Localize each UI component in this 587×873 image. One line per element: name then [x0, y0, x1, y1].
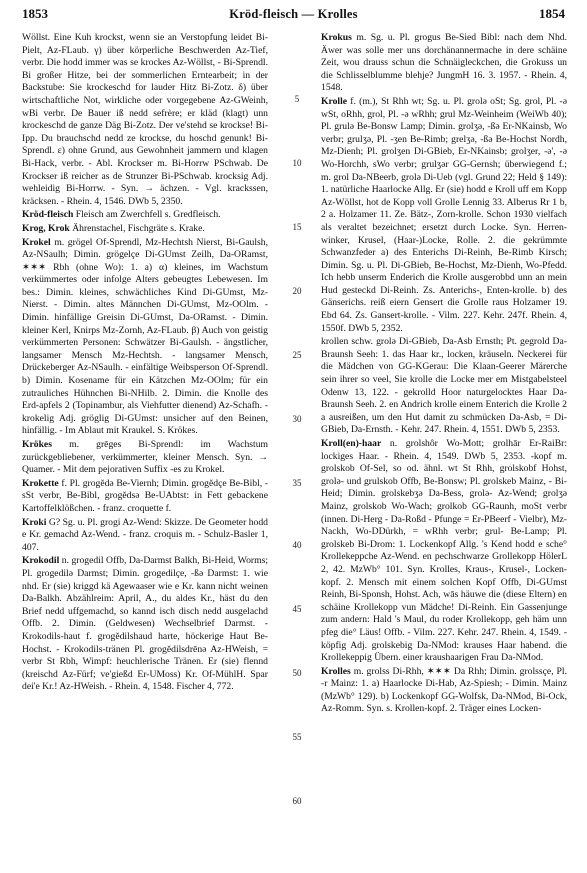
- dictionary-entry: Wöllst. Eine Kuh krockst, wenn sie an Verstopfung leidet Bi-Pielt, Az-FLaub. γ) über körperliche Beschwerden Az-Tief, verbr. Die hodd immer was se krockes Az-Wöllst, - Bi-Sprendl. Bi großer Hitze, bei der sommerlichen Erntearbeit; in der Backstube: Sie krockeschd for lauder Hitz Bi-Zotz. δ) über wirtschaftliche Not, wirkliche oder vorgegebene Az-GWeinh, wBi verbr. De Bauer iß nedd sefrère; er kläd (klagt) unn krockeschd de ganze Däg Bi-Zotz. Der ve'stehd se krockse! Bi-Ipp. Du brauchschd nedd ze krockse, du hoschd genunk! Bi-Sprendl. ε) ohne Grund, aus Gewohnheit jammern und klagen Bi-Hack, verbr. - Abl. Krockser m. Bi-Horrw PSchwab. De Krockser iß reicher as de Strunzer Bi-PSchwab. krocksig Adj. wehleidig Bi-Horrw. - Syn. → ächzen. - Vgl. krackssen, kräcksen. - Rhein. 4, 1546. DWb 5, 2350.: [22, 32, 268, 207]
- line-number: 40: [292, 540, 302, 550]
- entry-lemma: Krolle: [321, 95, 348, 107]
- entry-text: m. grēges Bi-Sprendl: im Wachstum zurückgebliebener, verkümmerter, kleiner Mensch. Syn. → Quamer. - Mit dem pejorativen Suffix -es zu Krokel.: [22, 439, 268, 476]
- entry-text: m. Sg. u. Pl. grogus Be-Sied Bibl: nach dem Nhd. Äwer was solle mer uns dorchänannermache in dere schäine Zeit, wou drauss schun die Schnäigleckchen, die Grokuss un die Schlisselblumme blehje? JungmH 16. 3. 1957. - Rhein. 4, 1548.: [321, 32, 567, 94]
- line-number: 35: [292, 478, 302, 488]
- entry-lemma: Krokus: [321, 32, 352, 43]
- line-number: 25: [292, 350, 302, 360]
- left-column: [22, 32, 268, 867]
- entry-text: G? Sg. u. Pl. grogi Az-Wend: Skizze. De Geometer hodd e Kr. gemachd Az-Wend. - franz. croquis m. - Schulz-Basler 1, 407.: [22, 516, 268, 553]
- entry-lemma: Kröd-fleisch: [22, 209, 74, 221]
- page-number-right: 1854: [539, 6, 565, 21]
- entry-text: n. grolshôr Wo-Mott; grolhār Er-RaiBr: lockiges Haar. - Rhein. 4, 1549. DWb 5, 2353. -kopf m. grolskob Of-Sel, so od. ähnl. wt St Rhh, grolskobf Hohst, grolə- und grulskob Offb, Be-Bonsw; Pl. grolskeb Mainz, - Bi-Heid; Dimin. grolskebʒə Da-Bess, grolə- Az-Wend; grolʒə Mainz, grolskob Wo-Wach; grolkob GG-Raunh, moSt verbr (innen. Di-Herg - Da-Roßd - Pfunge = Er-PBeerf - Vielbr), Mz-Nackh, Wo-DDürkh, = wRhh verbr; grul- Be-Lamp; Pl. grolskeb Bi-Drom: 1. Lockenkopf Allg. 's Kend hodd e sche° Krollekeppche Az-Wend. en pechschwarze Grollekopp HölerL 2, 42. MzWb° 101. Syn. Krolles, Kraus-, Krusel-, Locken-kopf. 2. Mensch mit einem solchen Kopf Offb, Di-GUmst Reinh, Bi-Sponsh, Hohst. Ach, wās häuwe die (diese Eltern) en schäine Krollekopp vun Mädche! Di-Reinh. Ein Gassenjunge zum andern: Hald 's Maul, du roder Krollekopp, geh häm unn pfeg die° Läus! Offb. - Vilm. 227. Kehr. 247. Rhein. 4, 1549. -köpfig Adj. grolskebig Da-NMod: krauses Haar habend. die Krollekeppig Übern. einer kraushaarigen Frau Da-NMod.: [321, 438, 567, 664]
- entry-lemma: Krokette: [22, 477, 59, 489]
- line-number: 60: [292, 796, 302, 806]
- dictionary-entry: [22, 439, 268, 477]
- dictionary-entry: [321, 438, 567, 665]
- dictionary-entry: [321, 336, 567, 437]
- entry-lemma: Krokodil: [22, 555, 60, 567]
- entry-text: f. (m.), St Rhh wt; Sg. u. Pl. grolə oSt; Sg. grol, Pl. -ə wSt, oRhh, grol, Pl. -ə wRhh; grul Mz-Weinheim (WeiWb 40); Pl. grulə Be-Bonsw Lamp; Dimin. grolʒə, -ßə Er-NKainsb, Wo verbr; grulʒə, Pl. -ʒen Be-Rimb; grelʒə, -ßə Be-Hochst Nordh, Mz-Dienh; Pl. grolʒen Di-GBieb, Er-NKainsb; grolʒer, -ə', -ə Wo-Horchh, sWo verbr; grulʒər GG-Gernsh; überwiegend f.; m. grol Da-NBeerb, grolə Di-Ueb (vgl. Grund 22; Held § 149): 1. natürliche Haarlocke Allg. Er (sie) hodd e Kroll uff em Kopp Az-Wöllst, hot de Kopp voll Grolle Lennig 33. Alberus Rr 1 b, 2 a. Holzamer 11. Ze. Bätz-, Zorn-krolle. Schon 1930 vielfach als veraltet bezeichnet; ersetzt durch Locke. Syn. Herren-winker, Krusel, (Haar-)Locke, Rolle. 2. die gekrümmte Schwanzfeder a) des Enterichs Di-Reinh, Be-Rimb Kirsch; Dimin. Sg. u. Pl. Di-GBieb, Be-Hochst, Mz-Dienh, Wo-Pfedd. Ich hebb unserm Enderich die Krolle ausgerobbd unn an mein Hud gesteckd Di-Reinh. Zs. Anterichs-, Enten-krolle. b) des Gänserichs. reiß eiern Gensert die Grolle raus Holzamer 19. Ebd 64. Zs. Gansert-krolle. - Vilm. 227. Kehr. 247f. Rhein. 4, 1550f. DWb 5, 2352.: [321, 95, 567, 334]
- entry-text: m. grolss Di-Rhh, ✶✶✶ Da Rhh; Dimin. grolssçe, Pl. -r Mainz: 1. a) Haarlocke Di-Hab, Az-Spiesh; - Dimin. Mainz (MzWb° 129). b) Lockenkopf GG-Wolfsk, Da-NMod, Bi-Ock, Az-Romm. Syn. s. Krollen-kopf. 2. Träger eines Locken-: [321, 665, 567, 715]
- entry-lemma: Kroki: [22, 516, 47, 528]
- dictionary-entry: [321, 32, 567, 95]
- dictionary-entry: [22, 555, 268, 694]
- dictionary-entry: [321, 666, 567, 716]
- entry-text: Fleisch am Zwerchfell s. Gredfleisch.: [75, 209, 221, 221]
- dictionary-entry: [22, 478, 268, 516]
- dictionary-entry: [22, 237, 268, 439]
- line-number: 55: [292, 732, 302, 742]
- entry-text: krollen schw. grolə Di-GBieb, Da-Asb Ernsth; Pt. gegrold Da-Braunsh Seeh: 1. das Haar kr., locken, kräuseln. Neckerei für die Mädchen von GG-KGerau: Die Klaan-Geerer Märerche sein ihrer so veel, Sie krolle die Locke mer em Mistgabelsteel Odenw 13, 122. - gekrolld Hoor naturgelocktes Haar Da-Braunsh Seeh. 2. en Andrich krolle einem Enterich die Krolle 2 a ausreißen, um den Hut damit zu schmücken Da-Asb, = Di-GBieb, Da-Ernsth. - Kehr. 247. Rhein. 4, 1551. DWb 5, 2353.: [321, 336, 567, 436]
- entry-text: f. Pl. grogĕdə Be-Viernh; Dimin. grogĕdçe Be-Bibl, -sSt verbr, Be-Bibl, grogĕdsə Be-UAbtst: in Fett gebackene Kartoffelklößchen. - franz. croquette f.: [22, 477, 268, 514]
- page-number-left: 1853: [22, 6, 48, 21]
- page-title: Kröd-fleisch — Krolles: [229, 7, 358, 21]
- line-number: 30: [292, 414, 302, 424]
- dictionary-entry: [22, 517, 268, 555]
- entry-lemma: Krokel: [22, 236, 51, 248]
- entry-text: n. grogedil Offb, Da-Darmst Balkh, Bi-Heid, Worms; Pl. grogedilə Darmst; Dimin. grogedilçe, -ßə Darmst: 1. wie nhd. Er (sie) kriggd kä Agewaaser wie e Kr. kann nicht weinen Da-Balkh. Abzählreim: April, A., du aldes Kr., häst du den Brief nedd uffgemachd, so kannd isch disch nedd ausgelachd Offb. 2. Dimin. (Geldwesen) Wechselbrief Darmst. - Krokodils-haut f. grogĕdilshaud harte, höckerige Haut Be-Hochst. - Krokodils-tränen Pl. grogĕdilsdrēnə Az-HWeish, = verbr St Rbh, Wimpf: heuchlerische Tränen. Er (sie) flennd (kreischd Az-Fürf; ve'gießd Er-UMoss) Kr. Of-MühlH. Spar dei'e Kr.! Az-HWeish. - Rhein. 4, 1548. Fischer 4, 772.: [22, 555, 268, 693]
- entry-text: Ährenstachel, Fischgräte s. Krake.: [72, 222, 205, 234]
- entry-lemma: Krolles: [321, 665, 351, 677]
- line-number: 45: [292, 604, 302, 614]
- entry-lemma: Krog, Krok: [22, 222, 70, 234]
- line-number: 50: [292, 668, 302, 678]
- right-column: [321, 32, 567, 867]
- dictionary-entry: [22, 223, 268, 236]
- line-number: 5: [294, 94, 300, 104]
- line-number: 10: [292, 158, 302, 168]
- entry-text: m. grögel Of-Sprendl, Mz-Hechtsh Nierst, Bi-Gaulsh, Az-NSaulh; Dimin. grögelçe Di-GUmst Zeilh, Da-ORamst, ✶✶✶ Rbh (ohne Wo): 1. a) α) kleines, im Wachstum verkümmertes oder infolge Alters gebeugtes Lebewesen. Im bes.: Dimin. kleines, schwächliches Kind Di-GUmst, Mz-Nierst. - Dimin. altes Männchen Di-GUmst, Mz-OOlm. - Dimin. hinfällige Greisin Di-GUmst, Da-ORamst. - Dimin. kleiner Kerl, Knirps Mz-Zornh, Az-FLaub. β) Auch von geistig verkümmerten Personen: Schwätzer Bi-Gaulsh. - ängstlicher, langsamer Mensch Mz-Hechtsh. - langsamer Mensch, Drückeberger Az-NSaulh. - einfältige Weibsperson Of-Sprendl. b) Dimin. Kosename für ein Kätzchen Mz-OOlm; für ein zutrauliches Hühnchen Bi-NHilb. 2. Dimin. die Knolle des Erd-apfels 2 (Topinambur, als Viehfutter dienend) Az-Schafh. - krokelig Adj. gröglig Di-GUmst: unsicher auf den Beinen, hinfällig. - Im Ablaut mit Kraukel. S. Krökes.: [22, 236, 268, 437]
- line-number: 20: [292, 286, 302, 296]
- dictionary-entry: [321, 96, 567, 335]
- entry-lemma: Kroll(en)-haar: [321, 438, 382, 449]
- entry-lemma: Krökes: [22, 439, 52, 450]
- line-number: 15: [292, 222, 302, 232]
- dictionary-entry: [22, 209, 268, 222]
- page-header: [22, 6, 565, 26]
